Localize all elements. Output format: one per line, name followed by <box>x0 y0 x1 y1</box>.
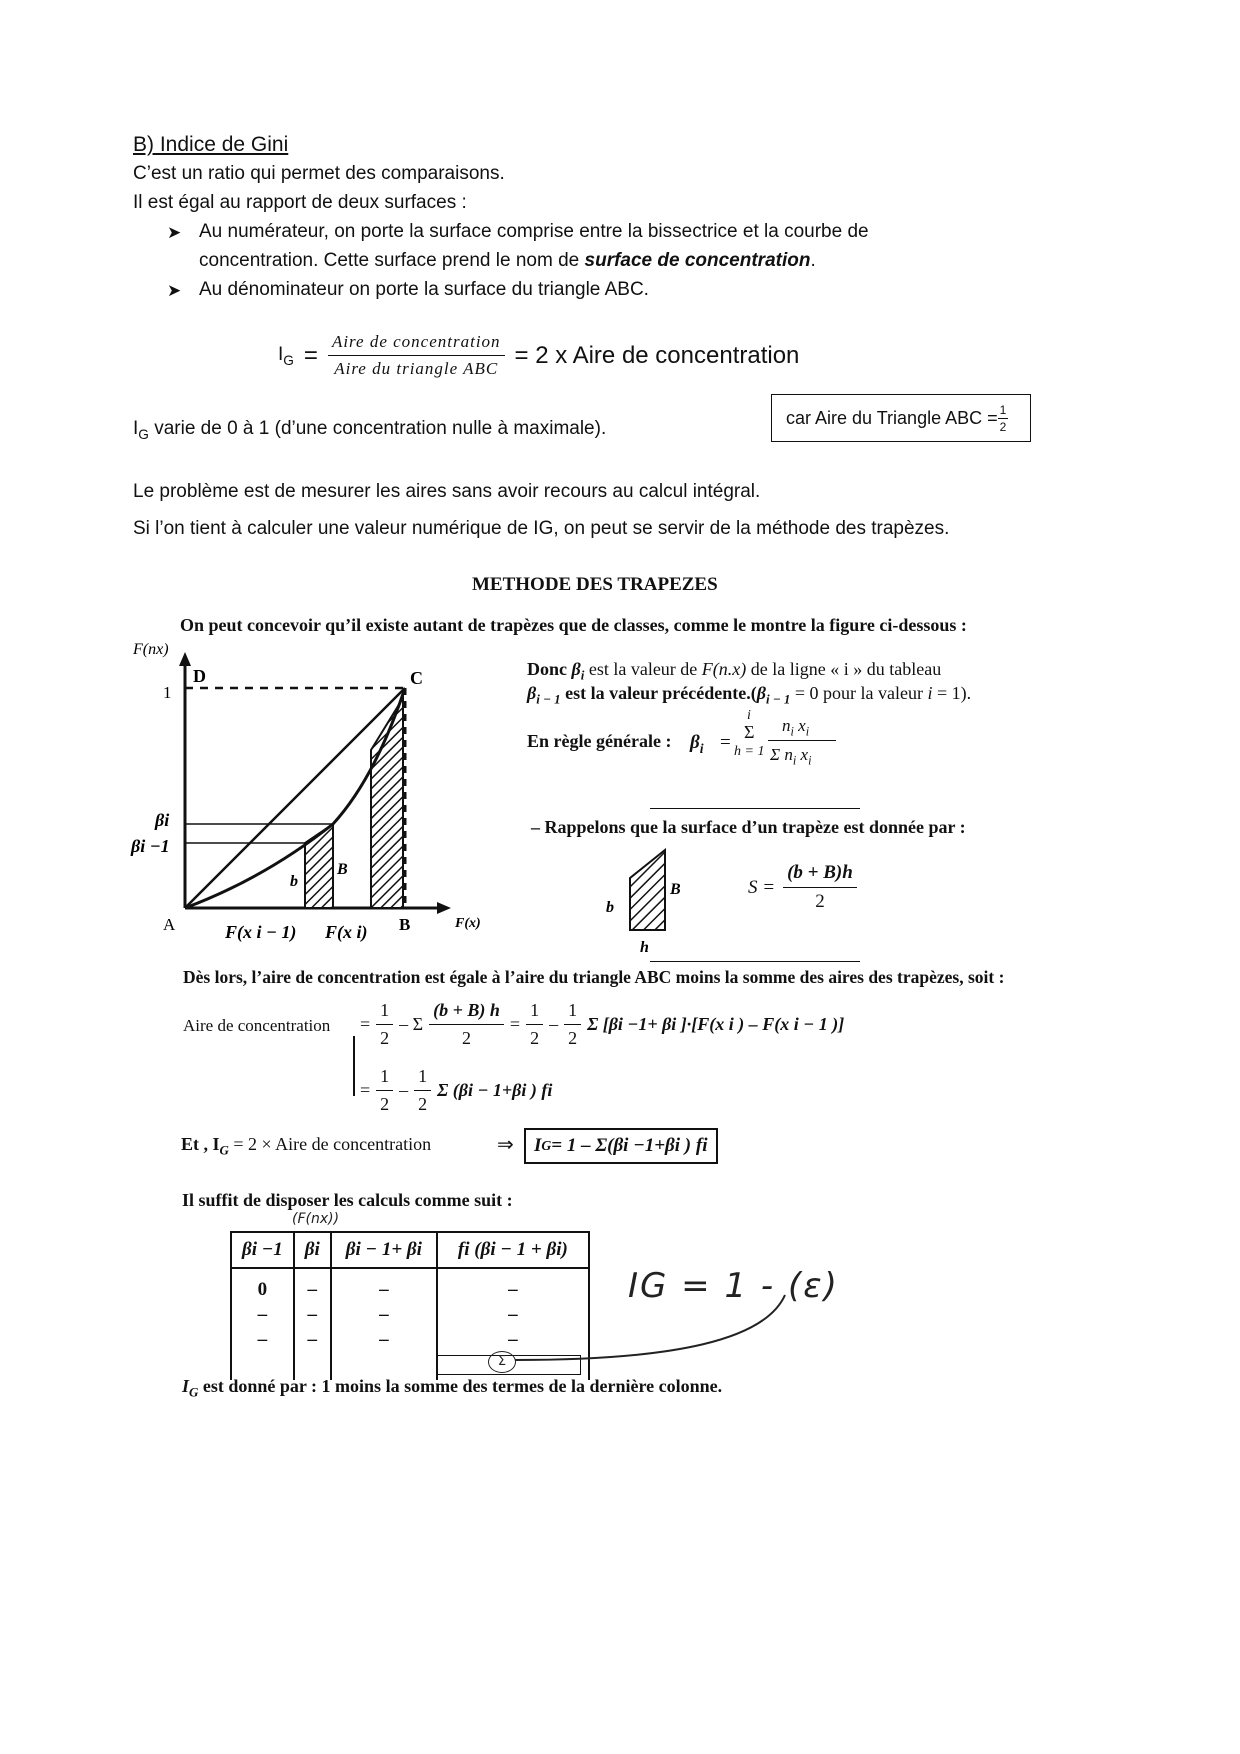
label-b: b <box>290 873 298 890</box>
handwritten-ig: IG = 1 - (ε) <box>628 1266 839 1306</box>
formula-rhs: = 2 x Aire de concentration <box>514 341 800 369</box>
rule-label: En règle générale : <box>527 731 672 751</box>
implies-arrow-icon: ⇒ <box>497 1134 514 1156</box>
rule-den: Σ $n_i$ $x_i$ <box>770 745 812 768</box>
result-box: I G = 1 – Σ(βi −1+βi ) fi <box>524 1128 718 1164</box>
problem-line-2: Si l’on tient à calculer une valeur numérique de IG, on peut se servir de la méthode des trapèzes. <box>133 518 950 539</box>
col-header: βi <box>294 1232 331 1268</box>
des-lors-line: Dès lors, l’aire de concentration est égale à l’aire du triangle ABC moins la somme des aires des trapèzes, soit : <box>183 967 1005 987</box>
bullet-arrow-icon: ➤ <box>167 223 182 242</box>
method-title: METHODE DES TRAPEZES <box>472 574 718 595</box>
label-beta-i: βi <box>155 810 170 830</box>
label-fx-i-1: F(x i − 1) <box>225 922 297 942</box>
table-cell: – <box>331 1327 437 1352</box>
table-cell: – <box>231 1302 294 1327</box>
table-cell: – <box>294 1327 331 1352</box>
col-header: βi − 1+ βi <box>331 1232 437 1268</box>
table-cell: 0 <box>231 1268 294 1302</box>
point-B: B <box>399 915 411 934</box>
rule-bottom: h = 1 <box>734 744 765 759</box>
sum-mark: Σ <box>488 1351 516 1373</box>
separator-line <box>650 808 860 809</box>
col-header: fi (βi − 1 + βi) <box>437 1232 589 1268</box>
trapezoid-shape <box>630 850 665 930</box>
donc-line: Donc $\beta_i$ est la valeur de F(n.x) de la ligne « i » du tableau <box>527 659 942 683</box>
derivation-line-1: = $\frac{1}{2}$ – Σ $\frac{(b + B) h}{2}$ = $\frac{1}{2}$ – $\frac{1}{2}$ Σ [βi −1+ βi ]·[F(x i ) – F(x i − 1 )] <box>360 1000 845 1048</box>
intro-line-1: C’est un ratio qui permet des comparaisons. <box>133 163 505 184</box>
table-cell: – <box>231 1327 294 1352</box>
bullet-1-line-1: Au numérateur, on porte la surface comprise entre la bissectrice et la courbe de <box>199 221 869 242</box>
x-axis-arrow-icon <box>437 902 451 914</box>
y-axis-arrow-icon <box>179 652 191 666</box>
table-intro: Il suffit de disposer les calculs comme suit : <box>182 1190 513 1210</box>
point-D: D <box>193 666 206 686</box>
note-box: car Aire du Triangle ABC = $\frac{1}{2}$ <box>771 394 1031 442</box>
derivation-brace <box>353 1036 355 1096</box>
gini-formula: $I_G$ = $\frac{\text{Aire de concentration}}{\text{Aire du triangle ABC}}$ = 2 x Aire de concentration <box>278 332 800 378</box>
trap-B-label: B <box>670 881 681 898</box>
point-A: A <box>163 915 176 934</box>
label-B: B <box>337 861 348 878</box>
table-cell: – <box>294 1268 331 1302</box>
et-line: Et , $I_G = 2$ × Aire de concentration <box>181 1134 432 1158</box>
rappel-line: – Rappelons que la surface d’un trapèze est donnée par : <box>531 817 966 837</box>
rule-top: i <box>747 708 751 723</box>
table-cell: – <box>437 1302 589 1327</box>
label-fx-i: F(x i) <box>325 922 368 942</box>
table-cell: – <box>331 1268 437 1302</box>
lorenz-figure <box>125 638 505 958</box>
rule-eq: = <box>720 732 731 753</box>
table-cell: – <box>331 1302 437 1327</box>
conclusion: $I_G$ est donné par : 1 moins la somme des termes de la dernière colonne. <box>182 1376 723 1400</box>
bullet-1-line-2: concentration. Cette surface prend le nom de surface de concentration. <box>199 250 816 271</box>
ig-range-text: $I_G$ varie de 0 à 1 (d’une concentration nulle à maximale). <box>133 418 607 442</box>
table-cell: – <box>437 1268 589 1302</box>
separator-line-2 <box>650 961 860 962</box>
rule-sum: Σ <box>744 722 755 742</box>
bullet-arrow-icon: ➤ <box>167 281 182 300</box>
rule-num: $n_i$ $x_i$ <box>782 716 810 739</box>
trapezoid-area-formula: S = $\frac{(b + B)h}{2}$ <box>748 862 857 913</box>
beta-prev-line: $\beta_{i - 1}$ est la valeur $précédente.(\beta_{i - 1} = 0$ pour la valeur i = 1). <box>527 683 972 707</box>
label-beta-i-1: βi −1 <box>131 836 170 856</box>
table-cell: – <box>437 1327 589 1352</box>
formula-fraction: $\frac{\text{Aire de concentration}}{\text{Aire du triangle ABC}}$ <box>328 332 505 379</box>
intro-line-2: Il est égal au rapport de deux surfaces : <box>133 192 467 213</box>
problem-line-1: Le problème est de mesurer les aires sans avoir recours au calcul intégral. <box>133 481 761 502</box>
bullet-2: Au dénominateur on porte la surface du triangle ABC. <box>199 279 649 300</box>
y-axis-label: F(nx) <box>133 641 169 658</box>
trap-h-label: h <box>640 939 649 956</box>
col-header: βi −1 <box>231 1232 294 1268</box>
rule-formula <box>690 708 850 782</box>
table-cell: – <box>294 1302 331 1327</box>
handwritten-arrow <box>515 1290 815 1370</box>
aire-label: Aire de concentration <box>183 1016 331 1035</box>
trap-b-label: b <box>606 899 614 916</box>
point-C: C <box>410 668 423 688</box>
formula-lhs: $I_G$ <box>278 343 294 368</box>
rule-beta: $\beta_i$ <box>690 732 704 756</box>
section-title: B) Indice de Gini <box>133 133 289 156</box>
derivation-line-2: = $\frac{1}{2}$ – $\frac{1}{2}$ Σ (βi − 1+βi ) fi <box>360 1066 553 1114</box>
rule-fraction-bar <box>768 740 836 741</box>
label-one: 1 <box>163 683 172 702</box>
table-annotation: (F(nx)) <box>292 1211 340 1227</box>
trapezoid-figure <box>600 848 710 958</box>
x-axis-label: F(x) <box>455 916 481 931</box>
trapezoid-2 <box>371 698 403 908</box>
method-intro: On peut concevoir qu’il existe autant de trapèzes que de classes, comme le montre la figure ci-dessous : <box>180 615 967 635</box>
